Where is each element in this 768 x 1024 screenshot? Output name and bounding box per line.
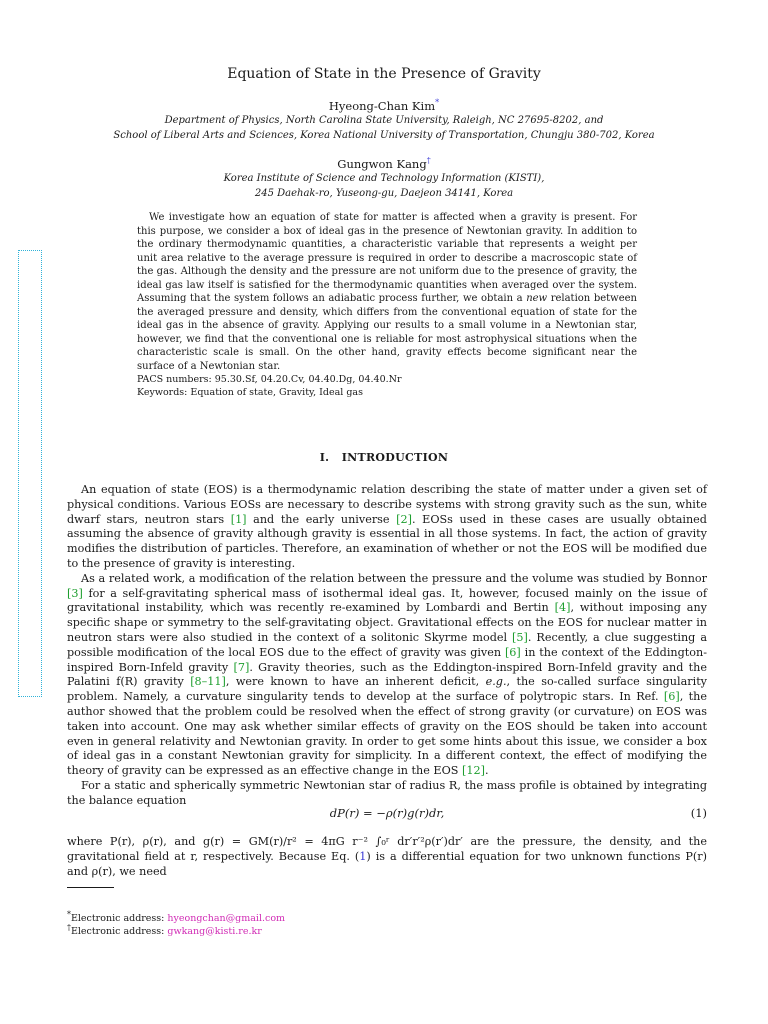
citation-link[interactable]: [1] bbox=[230, 512, 247, 526]
author-affiliation bbox=[0, 171, 768, 201]
arxiv-stamp-link-box[interactable] bbox=[18, 250, 42, 697]
emphasis-text: e.g. bbox=[485, 675, 507, 689]
paragraph-text: , were known to have an inherent deficit, bbox=[225, 675, 486, 689]
footnote-label: Electronic address: bbox=[70, 913, 168, 925]
author-footnote-mark[interactable]: † bbox=[426, 156, 431, 165]
citation-link[interactable]: [3] bbox=[67, 586, 83, 600]
author-name bbox=[0, 156, 768, 171]
section-heading bbox=[0, 451, 768, 464]
footnote bbox=[67, 923, 262, 937]
citation-link[interactable]: [7] bbox=[233, 660, 250, 674]
author-footnote-mark[interactable]: * bbox=[435, 98, 440, 107]
paragraph-text: . EOSs used in these cases are usually obtained assuming the absence of gravity although gravity is essential in all those systems. In fact, the action of gravity modifies the distribution of particles. Therefore, an examination of whether or not the EOS will be modified due to the presence of gravity is interesting. bbox=[67, 512, 707, 570]
citation-link[interactable]: [8–11] bbox=[190, 675, 226, 689]
citation-link[interactable]: [2] bbox=[396, 512, 412, 526]
citation-link[interactable]: [6] bbox=[663, 690, 680, 704]
footnote-mark: * bbox=[67, 910, 71, 919]
author-affiliation bbox=[0, 113, 768, 143]
affiliation-line: Korea Institute of Science and Technology Information (KISTI), bbox=[223, 173, 545, 184]
abstract-emphasis: new bbox=[526, 293, 548, 304]
paragraph-text: and the early universe bbox=[246, 512, 397, 526]
paragraph: For a static and spherically symmetric Newtonian star of radius R, the mass profile is obtained by integrating the balance equation bbox=[67, 778, 707, 807]
affiliation-line: Department of Physics, North Carolina State University, Raleigh, NC 27695-8202, and bbox=[164, 115, 604, 126]
abstract bbox=[137, 211, 637, 373]
citation-link[interactable]: [4] bbox=[554, 601, 571, 615]
paragraph bbox=[67, 835, 707, 879]
affiliation-line: School of Liberal Arts and Sciences, Korea National University of Transportation, Chungju 380-702, Korea bbox=[113, 130, 655, 141]
citation-link[interactable]: [12] bbox=[461, 764, 485, 778]
paragraph-text: An equation of state (EOS) is a thermodynamic relation describing the state of matter under a given set of physical conditions. Various EOSs are necessary to describe systems with strong gravity such as the sun, white dwarf stars, neutron stars bbox=[67, 483, 707, 526]
paragraph bbox=[67, 483, 707, 572]
email-link[interactable]: hyeongchan@gmail.com bbox=[167, 913, 286, 925]
paper-title: Equation of State in the Presence of Gravity bbox=[227, 66, 541, 82]
paragraph-text: , the author showed that the problem could be resolved when the effect of strong gravity (or curvature) on EOS was taken into account. One may ask whether similar effects of gravity on the EOS should be taken into account even in general relativity and Newtonian gravity. In order to get some hints about this issue, we consider a box of ideal gas in a constant Newtonian gravity for simplicity. In a different context, the effect of modifying the theory of gravity can be expressed as an effective change in the EOS bbox=[67, 690, 708, 778]
footnote-mark: † bbox=[67, 923, 71, 932]
equation-body: dP(r) = −ρ(r)g(r)dr, bbox=[329, 806, 445, 820]
equation-number: (1) bbox=[690, 806, 707, 820]
author-name-text: Hyeong-Chan Kim bbox=[328, 98, 436, 113]
paragraph-text: ) is a differential equation for two unknown functions P(r) and ρ(r), we need bbox=[67, 849, 707, 878]
section-number: I. bbox=[319, 451, 330, 464]
footnote-label: Electronic address: bbox=[70, 926, 168, 938]
abstract-text: We investigate how an equation of state for matter is affected when a gravity is present. For this purpose, we consider a box of ideal gas in the presence of Newtonian gravity. In addition to the ordinary thermodynamic quantities, a characteristic variable that represents a weight per unit area relative to the average pressure is required in order to describe a macroscopic state of the gas. Although the density and the pressure are not uniform due to the presence of gravity, the ideal gas law itself is satisfied for the thermodynamic quantities when averaged over the system. Assuming that the system follows an adiabatic process further, we obtain a bbox=[137, 212, 637, 304]
citation-link[interactable]: [6] bbox=[504, 645, 521, 659]
author-name-text: Gungwon Kang bbox=[337, 156, 427, 171]
paragraph-text: for a self-gravitating spherical mass of isothermal ideal gas. It, however, focused mainly on the issue of gravitational instability, which was recently re-examined by Lombardi and Bertin bbox=[67, 586, 707, 615]
equation-reference-link[interactable]: 1 bbox=[359, 849, 367, 863]
section-title: INTRODUCTION bbox=[341, 451, 449, 464]
paragraph-text: . Recently, a clue suggesting a possible modification of the local EOS due to the effect of gravity was given bbox=[67, 630, 707, 659]
paragraph-text: As a related work, a modification of the relation between the pressure and the volume was studied by Bonnor bbox=[81, 571, 707, 585]
paragraph-text: in the context of the Eddington-inspired Born-Infeld gravity bbox=[67, 645, 708, 674]
keywords: Keywords: Equation of state, Gravity, Ideal gas bbox=[137, 387, 363, 398]
footnote-divider bbox=[67, 887, 114, 888]
paragraph-text: , the so-called surface singularity problem. Namely, a curvature singularity tends to develop at the surface of polytropic stars. In Ref. bbox=[67, 675, 708, 704]
paragraph bbox=[67, 572, 707, 779]
citation-link[interactable]: [5] bbox=[512, 630, 528, 644]
email-link[interactable]: gwkang@kisti.re.kr bbox=[167, 926, 262, 938]
pacs-keywords bbox=[137, 373, 402, 399]
intro-body bbox=[67, 483, 707, 809]
paragraph-text: . bbox=[484, 764, 489, 778]
affiliation-line: 245 Daehak-ro, Yuseong-gu, Daejeon 34141, Korea bbox=[254, 188, 514, 199]
paragraph-text: , without imposing any specific shape or symmetry to the self-gravitating object. Gravitational effects on the EOS for nuclear matter in neutron stars were also studied in the context of a solitonic Skyrme model bbox=[67, 601, 708, 644]
paragraph-text: . Gravity theories, such as the Eddington-inspired Born-Infeld gravity and the Palatini f(R) gravity bbox=[67, 660, 707, 689]
intro-body-continued bbox=[67, 835, 707, 879]
abstract-text: relation between the averaged pressure and density, which differs from the conventional equation of state for the ideal gas in the absence of gravity. Applying our results to a small volume in a Newtonian star, however, we find that the conventional one is reliable for most astrophysical situations when the characteristic scale is small. On the other hand, gravity effects become significant near the surface of a Newtonian star. bbox=[137, 293, 637, 372]
pacs-numbers: PACS numbers: 95.30.Sf, 04.20.Cv, 04.40.Dg, 04.40.Nr bbox=[137, 374, 402, 385]
paragraph-text: where P(r), ρ(r), and g(r) = GM(r)/r² = 4πG r⁻² ∫₀ʳ dr′r′²ρ(r′)dr′ are the pressure, the density, and the gravitational field at r, respectively. Because Eq. ( bbox=[67, 835, 707, 863]
author-name bbox=[0, 98, 768, 113]
